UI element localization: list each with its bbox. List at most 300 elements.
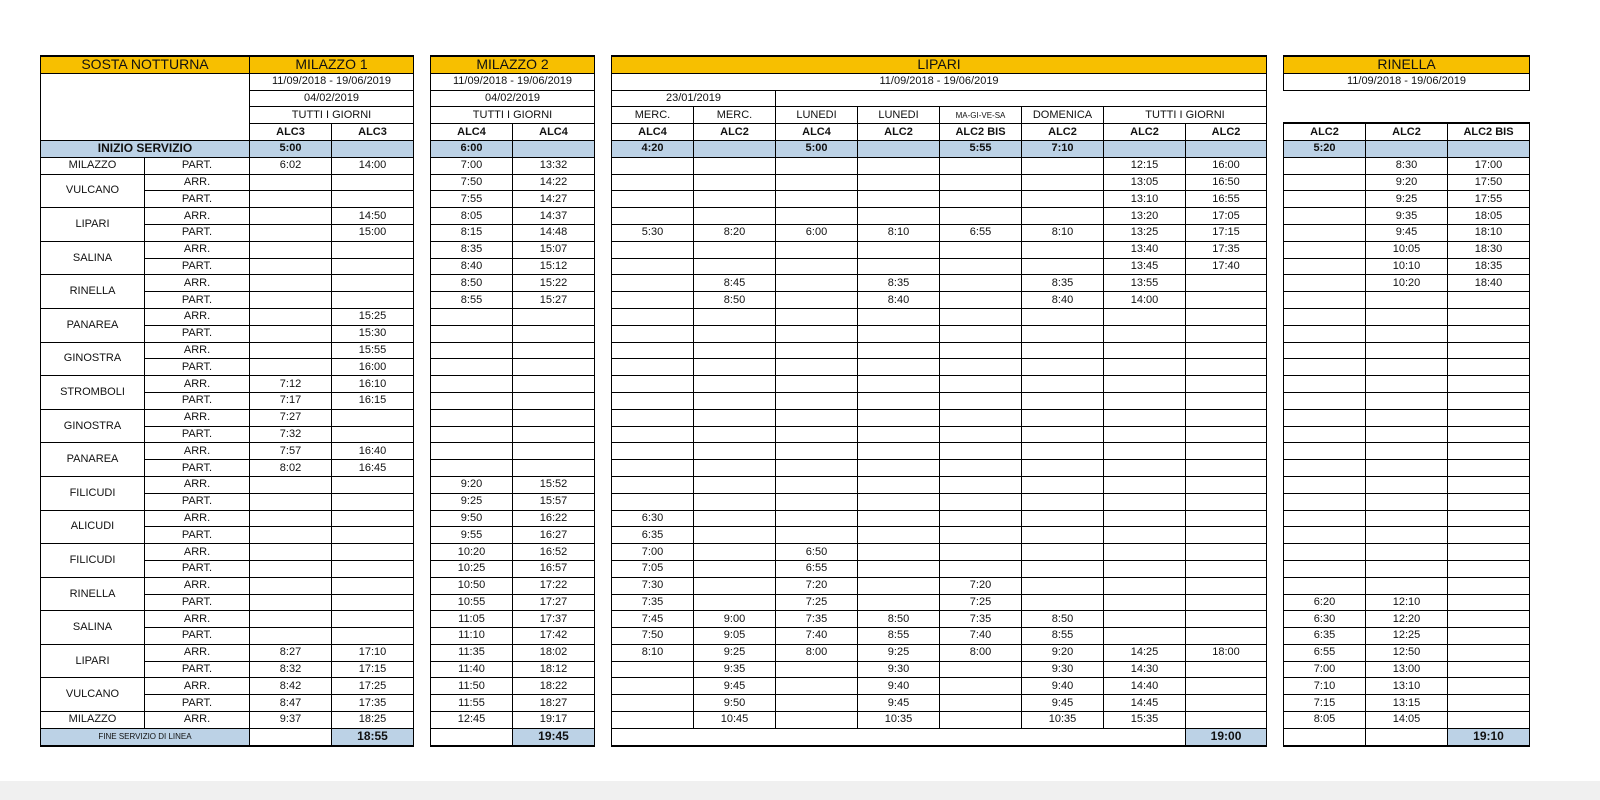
vessel-code: ALC2	[858, 124, 940, 141]
table-row	[1284, 426, 1530, 443]
time-cell	[940, 241, 1022, 258]
time-cell	[1022, 594, 1104, 611]
time-cell	[776, 157, 858, 174]
time-cell	[940, 191, 1022, 208]
vessel-code: ALC2 BIS	[1448, 123, 1530, 140]
time-cell	[776, 325, 858, 342]
table-row	[612, 476, 1267, 493]
time-cell: 7:17	[250, 392, 332, 409]
time-cell: 9:37	[250, 712, 332, 729]
time-cell	[250, 258, 332, 275]
start-time	[1104, 140, 1186, 157]
time-cell	[612, 695, 694, 712]
time-cell	[431, 460, 513, 477]
time-cell: 16:27	[513, 527, 595, 544]
time-cell: 11:55	[431, 695, 513, 712]
time-cell	[776, 308, 858, 325]
time-cell	[1104, 527, 1186, 544]
time-cell	[940, 342, 1022, 359]
time-cell	[513, 409, 595, 426]
time-cell	[431, 443, 513, 460]
stop-name: ALICUDI	[41, 510, 145, 544]
time-cell	[431, 409, 513, 426]
time-cell: 16:15	[332, 392, 414, 409]
time-cell	[1284, 392, 1366, 409]
time-cell	[694, 174, 776, 191]
stop-name: LIPARI	[41, 644, 145, 678]
time-cell	[1104, 510, 1186, 527]
time-cell: 7:40	[776, 628, 858, 645]
time-cell: 11:40	[431, 661, 513, 678]
time-cell	[1448, 661, 1530, 678]
time-cell	[1186, 661, 1267, 678]
table-row	[1284, 376, 1530, 393]
time-cell	[1186, 409, 1267, 426]
time-cell: 15:52	[513, 476, 595, 493]
table-row	[612, 594, 1267, 611]
time-cell: 10:20	[431, 544, 513, 561]
time-cell: 11:10	[431, 628, 513, 645]
time-cell	[1284, 258, 1366, 275]
time-cell	[858, 409, 940, 426]
time-cell	[250, 577, 332, 594]
table-row	[41, 208, 414, 225]
time-cell	[250, 527, 332, 544]
time-cell	[1448, 678, 1530, 695]
time-cell	[1186, 476, 1267, 493]
time-cell	[1284, 476, 1366, 493]
arr-part: ARR.	[145, 275, 250, 292]
time-cell	[940, 678, 1022, 695]
stop-name: FILICUDI	[41, 476, 145, 510]
time-cell	[858, 191, 940, 208]
time-cell	[1022, 258, 1104, 275]
time-cell	[1104, 359, 1186, 376]
table-row	[612, 90, 1267, 107]
time-cell	[1186, 275, 1267, 292]
time-cell: 13:05	[1104, 174, 1186, 191]
rinella-table	[1283, 55, 1530, 747]
table-row	[41, 644, 414, 661]
time-cell	[1186, 628, 1267, 645]
start-time: 5:20	[1284, 140, 1366, 157]
time-cell: 17:15	[332, 661, 414, 678]
table-row	[1284, 728, 1530, 745]
time-cell	[940, 460, 1022, 477]
time-cell: 17:55	[1448, 191, 1530, 208]
end-time: 19:45	[513, 728, 595, 745]
table-row	[431, 712, 595, 729]
time-cell	[694, 208, 776, 225]
time-cell	[612, 409, 694, 426]
time-cell: 15:57	[513, 493, 595, 510]
time-cell	[776, 695, 858, 712]
time-cell	[1366, 460, 1448, 477]
table-row	[612, 124, 1267, 141]
table-row	[431, 241, 595, 258]
time-cell	[1186, 594, 1267, 611]
time-cell	[858, 544, 940, 561]
table-row	[612, 359, 1267, 376]
arr-part: ARR.	[145, 577, 250, 594]
time-cell	[1448, 342, 1530, 359]
table-row	[41, 544, 414, 561]
time-cell	[1284, 208, 1366, 225]
table-row	[431, 628, 595, 645]
table-row	[1284, 678, 1530, 695]
time-cell: 7:35	[776, 611, 858, 628]
time-cell	[940, 443, 1022, 460]
table-row	[431, 56, 595, 73]
table-row	[41, 275, 414, 292]
days: TUTTI I GIORNI	[250, 107, 414, 124]
table-row	[612, 191, 1267, 208]
time-cell	[612, 426, 694, 443]
time-cell	[431, 426, 513, 443]
time-cell: 13:40	[1104, 241, 1186, 258]
stop-name: SALINA	[41, 611, 145, 645]
time-cell	[940, 510, 1022, 527]
time-cell	[940, 392, 1022, 409]
time-cell	[1284, 325, 1366, 342]
time-cell: 8:05	[431, 208, 513, 225]
time-cell	[1366, 308, 1448, 325]
time-cell: 6:30	[612, 510, 694, 527]
time-cell	[694, 308, 776, 325]
table-row	[1284, 611, 1530, 628]
time-cell	[332, 292, 414, 309]
table-row	[41, 140, 414, 157]
day-label: MERC.	[694, 107, 776, 124]
start-time	[1448, 140, 1530, 157]
time-cell: 7:30	[612, 577, 694, 594]
vessel-code: ALC2	[1104, 124, 1186, 141]
time-cell	[694, 241, 776, 258]
time-cell: 9:25	[858, 644, 940, 661]
time-cell	[612, 174, 694, 191]
time-cell	[776, 493, 858, 510]
time-cell: 18:25	[332, 712, 414, 729]
time-cell	[940, 208, 1022, 225]
time-cell: 13:10	[1104, 191, 1186, 208]
time-cell: 7:15	[1284, 695, 1366, 712]
time-cell: 8:02	[250, 460, 332, 477]
time-cell	[776, 359, 858, 376]
time-cell	[612, 712, 694, 729]
time-cell	[1366, 577, 1448, 594]
time-cell	[1284, 493, 1366, 510]
time-cell	[858, 325, 940, 342]
time-cell: 8:40	[1022, 292, 1104, 309]
table-row	[1284, 123, 1530, 140]
arr-part: ARR.	[145, 308, 250, 325]
table-row	[1284, 258, 1530, 275]
table-row	[1284, 661, 1530, 678]
time-cell	[332, 409, 414, 426]
table-row	[431, 661, 595, 678]
time-cell: 15:55	[332, 342, 414, 359]
table-row	[612, 292, 1267, 309]
time-cell	[858, 493, 940, 510]
table-row	[1284, 628, 1530, 645]
time-cell	[250, 174, 332, 191]
table-row	[1284, 275, 1530, 292]
time-cell	[332, 510, 414, 527]
table-row	[431, 292, 595, 309]
time-cell	[694, 157, 776, 174]
time-cell: 7:35	[940, 611, 1022, 628]
table-row	[431, 527, 595, 544]
table-row	[431, 678, 595, 695]
date: 04/02/2019	[431, 90, 595, 107]
time-cell: 18:12	[513, 661, 595, 678]
time-cell	[1284, 359, 1366, 376]
time-cell	[1022, 460, 1104, 477]
time-cell	[612, 493, 694, 510]
time-cell: 14:00	[332, 157, 414, 174]
arr-part: ARR.	[145, 712, 250, 729]
time-cell: 7:40	[940, 628, 1022, 645]
time-cell: 13:15	[1366, 695, 1448, 712]
time-cell	[776, 712, 858, 729]
time-cell	[332, 594, 414, 611]
time-cell	[1022, 308, 1104, 325]
time-cell	[694, 460, 776, 477]
table-row	[431, 258, 595, 275]
time-cell	[513, 443, 595, 460]
table-row	[612, 224, 1267, 241]
time-cell	[1104, 611, 1186, 628]
time-cell	[1104, 426, 1186, 443]
time-cell: 14:05	[1366, 712, 1448, 729]
time-cell	[1284, 577, 1366, 594]
time-cell: 8:10	[858, 224, 940, 241]
time-cell	[1448, 392, 1530, 409]
milazzo1-header: MILAZZO 1	[250, 56, 414, 73]
arr-part: PART.	[145, 359, 250, 376]
end-time	[1366, 728, 1448, 745]
period: 11/09/2018 - 19/06/2019	[431, 73, 595, 90]
time-cell	[776, 208, 858, 225]
time-cell	[1284, 174, 1366, 191]
day-label: MA-GI-VE-SA	[940, 107, 1022, 124]
time-cell	[1022, 157, 1104, 174]
table-row	[1284, 342, 1530, 359]
table-row	[1284, 392, 1530, 409]
time-cell: 7:12	[250, 376, 332, 393]
time-cell	[1022, 577, 1104, 594]
time-cell: 6:55	[940, 224, 1022, 241]
time-cell: 14:40	[1104, 678, 1186, 695]
time-cell: 9:45	[1022, 695, 1104, 712]
time-cell	[612, 157, 694, 174]
table-row	[612, 611, 1267, 628]
table-row	[612, 527, 1267, 544]
time-cell	[250, 342, 332, 359]
arr-part: PART.	[145, 325, 250, 342]
table-row	[431, 224, 595, 241]
time-cell: 8:35	[431, 241, 513, 258]
time-cell	[858, 594, 940, 611]
time-cell	[1448, 476, 1530, 493]
arr-part: ARR.	[145, 544, 250, 561]
time-cell	[776, 510, 858, 527]
table-row	[612, 56, 1267, 73]
time-cell: 7:50	[431, 174, 513, 191]
table-row	[612, 426, 1267, 443]
table-row	[1284, 56, 1530, 73]
time-cell: 15:22	[513, 275, 595, 292]
time-cell: 13:10	[1366, 678, 1448, 695]
time-cell: 17:37	[513, 611, 595, 628]
time-cell	[776, 527, 858, 544]
arr-part: ARR.	[145, 409, 250, 426]
time-cell: 14:48	[513, 224, 595, 241]
time-cell	[1448, 544, 1530, 561]
time-cell: 9:40	[858, 678, 940, 695]
time-cell	[858, 208, 940, 225]
time-cell	[1366, 325, 1448, 342]
table-row	[1284, 157, 1530, 174]
time-cell: 12:10	[1366, 594, 1448, 611]
table-row	[41, 376, 414, 393]
time-cell	[694, 443, 776, 460]
vessel-code: ALC2	[1186, 124, 1267, 141]
time-cell: 11:35	[431, 644, 513, 661]
arr-part: PART.	[145, 191, 250, 208]
time-cell	[612, 258, 694, 275]
time-cell	[1366, 544, 1448, 561]
time-cell: 17:40	[1186, 258, 1267, 275]
time-cell	[612, 292, 694, 309]
time-cell	[1022, 527, 1104, 544]
table-row	[431, 275, 595, 292]
table-row	[1284, 292, 1530, 309]
time-cell	[1448, 611, 1530, 628]
time-cell	[694, 392, 776, 409]
table-row	[431, 376, 595, 393]
time-cell	[1186, 392, 1267, 409]
period: 11/09/2018 - 19/06/2019	[250, 73, 414, 90]
time-cell: 16:50	[1186, 174, 1267, 191]
time-cell	[612, 460, 694, 477]
time-cell: 7:00	[431, 157, 513, 174]
time-cell	[1022, 191, 1104, 208]
table-row	[1284, 510, 1530, 527]
time-cell	[1366, 493, 1448, 510]
table-row	[41, 678, 414, 695]
time-cell	[612, 476, 694, 493]
table-row	[1284, 544, 1530, 561]
time-cell	[1448, 695, 1530, 712]
vessel-code: ALC4	[513, 124, 595, 141]
time-cell: 10:35	[858, 712, 940, 729]
time-cell	[513, 392, 595, 409]
time-cell: 17:42	[513, 628, 595, 645]
time-cell: 10:20	[1366, 275, 1448, 292]
time-cell	[332, 527, 414, 544]
time-cell: 9:40	[1022, 678, 1104, 695]
time-cell	[694, 544, 776, 561]
time-cell: 8:27	[250, 644, 332, 661]
table-row	[41, 476, 414, 493]
time-cell	[1284, 342, 1366, 359]
time-cell	[1104, 325, 1186, 342]
time-cell	[858, 476, 940, 493]
time-cell: 9:00	[694, 611, 776, 628]
time-cell	[1284, 527, 1366, 544]
time-cell	[776, 426, 858, 443]
time-cell: 8:35	[858, 275, 940, 292]
time-cell: 9:30	[858, 661, 940, 678]
time-cell: 7:25	[940, 594, 1022, 611]
table-row	[612, 644, 1267, 661]
time-cell	[694, 191, 776, 208]
table-row	[612, 460, 1267, 477]
time-cell	[332, 611, 414, 628]
time-cell	[332, 191, 414, 208]
start-time	[1186, 140, 1267, 157]
time-cell	[776, 342, 858, 359]
time-cell: 16:52	[513, 544, 595, 561]
time-cell: 8:40	[431, 258, 513, 275]
end-time	[250, 728, 332, 745]
time-cell: 15:35	[1104, 712, 1186, 729]
time-cell	[694, 342, 776, 359]
time-cell	[1186, 443, 1267, 460]
time-cell	[858, 560, 940, 577]
time-cell: 8:05	[1284, 712, 1366, 729]
time-cell: 11:05	[431, 611, 513, 628]
time-cell: 16:00	[332, 359, 414, 376]
time-cell	[1104, 493, 1186, 510]
time-cell: 13:55	[1104, 275, 1186, 292]
time-cell	[694, 359, 776, 376]
time-cell	[1186, 577, 1267, 594]
time-cell	[250, 224, 332, 241]
time-cell	[940, 258, 1022, 275]
time-cell	[858, 258, 940, 275]
time-cell	[1022, 409, 1104, 426]
time-cell	[858, 443, 940, 460]
table-row	[431, 157, 595, 174]
time-cell	[858, 174, 940, 191]
time-cell: 18:30	[1448, 241, 1530, 258]
time-cell	[1284, 224, 1366, 241]
time-cell: 16:55	[1186, 191, 1267, 208]
time-cell: 16:45	[332, 460, 414, 477]
time-cell: 9:20	[1366, 174, 1448, 191]
time-cell: 16:10	[332, 376, 414, 393]
time-cell	[776, 460, 858, 477]
arr-part: PART.	[145, 224, 250, 241]
time-cell	[694, 510, 776, 527]
time-cell: 7:35	[612, 594, 694, 611]
time-cell	[1022, 208, 1104, 225]
time-cell: 8:50	[1022, 611, 1104, 628]
time-cell	[940, 157, 1022, 174]
time-cell	[612, 359, 694, 376]
arr-part: PART.	[145, 426, 250, 443]
arr-part: PART.	[145, 157, 250, 174]
time-cell	[694, 577, 776, 594]
vessel-code: ALC2 BIS	[940, 124, 1022, 141]
time-cell: 17:25	[332, 678, 414, 695]
vessel-code: ALC3	[332, 124, 414, 141]
table-row	[431, 124, 595, 141]
arr-part: PART.	[145, 560, 250, 577]
time-cell: 18:00	[1186, 644, 1267, 661]
